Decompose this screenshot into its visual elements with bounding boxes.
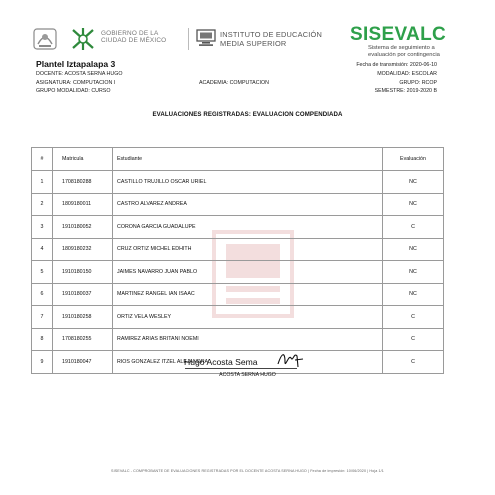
- header-estudiante: Estudiante: [113, 148, 383, 171]
- row-estudiante: RIOS GONZALEZ ITZEL ALEJANDRA: [113, 351, 383, 374]
- gov-line-1: GOBIERNO DE LA: [101, 30, 159, 37]
- row-estudiante: CASTILLO TRUJILLO OSCAR URIEL: [113, 171, 383, 194]
- header-divider: [188, 28, 189, 50]
- row-matricula: 1708180288: [53, 171, 113, 194]
- modalidad-label: MODALIDAD: ESCOLAR: [377, 71, 437, 77]
- gov-line-2: CIUDAD DE MÉXICO: [101, 37, 167, 45]
- header-evaluacion: Evaluación: [383, 148, 444, 171]
- mexico-coat-of-arms-icon: [32, 26, 58, 52]
- grupo-label: GRUPO: RCOP: [399, 80, 437, 86]
- asignatura-label: ASIGNATURA: COMPUTACION I: [36, 80, 116, 86]
- row-evaluacion: C: [383, 306, 444, 329]
- row-evaluacion: NC: [383, 238, 444, 261]
- row-evaluacion: NC: [383, 171, 444, 194]
- plantel-title: Plantel Iztapalapa 3: [36, 59, 116, 69]
- row-evaluacion: NC: [383, 261, 444, 284]
- table-row: [32, 238, 444, 261]
- iems-computer-icon: [196, 29, 216, 47]
- row-estudiante: MARTINEZ RANGEL IAN ISAAC: [113, 283, 383, 306]
- row-num: 8: [32, 328, 53, 351]
- table-row: [32, 193, 444, 216]
- row-matricula: 1910180258: [53, 306, 113, 329]
- row-matricula: 1708180255: [53, 328, 113, 351]
- table-header-row: [32, 148, 444, 171]
- row-estudiante: CRUZ ORTIZ MICHEL EDHITH: [113, 238, 383, 261]
- grupo-modalidad-label: GRUPO MODALIDAD: CURSO: [36, 88, 111, 94]
- iems-line-2: MEDIA SUPERIOR: [220, 38, 287, 48]
- iems-line-1: INSTITUTO DE EDUCACIÓN: [220, 30, 322, 39]
- signature-line: [185, 368, 297, 369]
- row-evaluacion: NC: [383, 283, 444, 306]
- row-matricula: 1910180047: [53, 351, 113, 374]
- table-row: [32, 261, 444, 284]
- signature-printed-name: ACOSTA SERNA HUGO: [219, 372, 276, 378]
- handwritten-signature-icon: [276, 348, 304, 370]
- table-row: [32, 306, 444, 329]
- row-matricula: 1910180150: [53, 261, 113, 284]
- row-num: 2: [32, 193, 53, 216]
- semestre-label: SEMESTRE: 2019-2020 B: [374, 88, 437, 94]
- iems-name: [220, 31, 322, 48]
- signature-name: Hugo Acosta Sema: [184, 357, 258, 367]
- row-num: 4: [32, 238, 53, 261]
- docente-label: DOCENTE: ACOSTA SERNA HUGO: [36, 71, 123, 77]
- row-matricula: 1809180011: [53, 193, 113, 216]
- row-num: 6: [32, 283, 53, 306]
- header-num: #: [32, 148, 53, 171]
- row-estudiante: RAMIREZ ARIAS BRITANI NOEMI: [113, 328, 383, 351]
- row-num: 7: [32, 306, 53, 329]
- row-estudiante: ORTIZ VELA WESLEY: [113, 306, 383, 329]
- section-title: EVALUACIONES REGISTRADAS: EVALUACION COMPENDIADA: [152, 111, 343, 118]
- row-evaluacion: C: [383, 351, 444, 374]
- row-estudiante: CORONA GARCIA GUADALUPE: [113, 216, 383, 239]
- header-matricula: Matricula: [53, 148, 113, 171]
- sis-sub-line-1: Sistema de seguimiento a: [368, 45, 435, 51]
- sis-sub-line-2: evaluación por contingencia: [368, 51, 440, 58]
- row-evaluacion: C: [383, 216, 444, 239]
- row-estudiante: CASTRO ALVAREZ ANDREA: [113, 193, 383, 216]
- row-matricula: 1910180037: [53, 283, 113, 306]
- table-row: [32, 171, 444, 194]
- row-estudiante: JAIMES NAVARRO JUAN PABLO: [113, 261, 383, 284]
- government-name: [101, 30, 166, 45]
- table-row: [32, 328, 444, 351]
- academia-label: ACADEMIA: COMPUTACION: [199, 80, 269, 86]
- row-evaluacion: NC: [383, 193, 444, 216]
- row-evaluacion: C: [383, 328, 444, 351]
- table-row: [32, 283, 444, 306]
- cdmx-logo-icon: [70, 27, 96, 51]
- row-matricula: 1809180232: [53, 238, 113, 261]
- sisevalc-logo-title: SISEVALC: [350, 24, 447, 45]
- row-num: 3: [32, 216, 53, 239]
- evaluations-table: [31, 147, 444, 374]
- row-num: 5: [32, 261, 53, 284]
- row-num: 1: [32, 171, 53, 194]
- table-row: [32, 216, 444, 239]
- page-footer: SISEVALC - COMPROBANTE DE EVALUACIONES REGISTRADAS POR EL DOCENTE ACOSTA SERNA HUGO | Fecha de impresión: 10/06/2020 | Hoja 1/1: [111, 469, 384, 473]
- row-num: 9: [32, 351, 53, 374]
- sisevalc-subtitle: [368, 45, 440, 58]
- row-matricula: 1910180052: [53, 216, 113, 239]
- transmission-date: Fecha de transmisión: 2020-06-10: [356, 62, 437, 68]
